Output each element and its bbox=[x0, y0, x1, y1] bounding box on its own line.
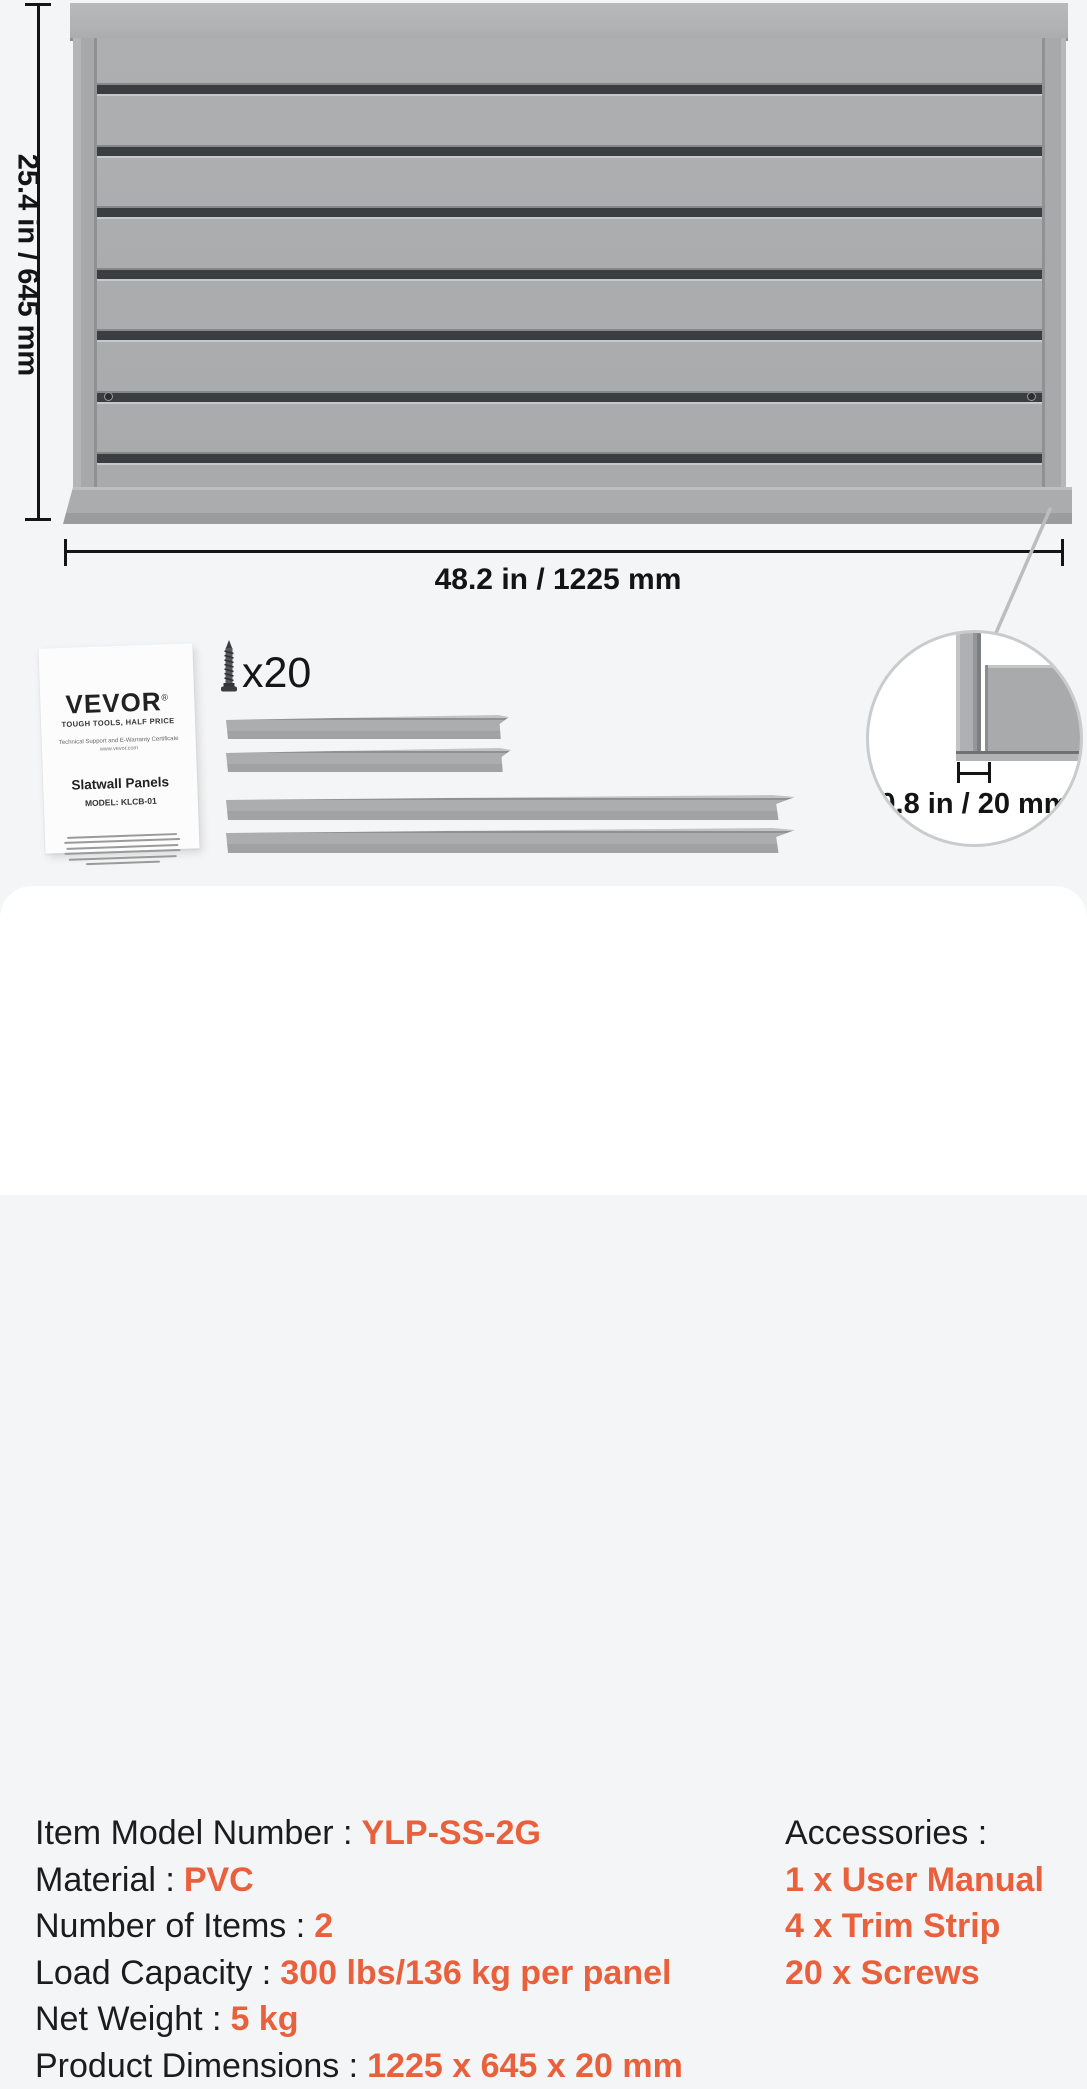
panel-left-frame bbox=[73, 38, 97, 487]
user-manual bbox=[38, 643, 199, 853]
panel-top-cap bbox=[70, 3, 1068, 41]
manual-tagline: TOUGH TOOLS, HALF PRICE bbox=[54, 715, 182, 728]
panel-width-label: 48.2 in / 1225 mm bbox=[435, 563, 682, 597]
panel-face bbox=[97, 38, 1042, 487]
spec-row-number-of-items: Number of Items : 2 bbox=[35, 1903, 683, 1950]
trim-strip bbox=[226, 828, 795, 853]
manual-title: Slatwall Panels bbox=[56, 773, 184, 792]
dimension-tick bbox=[988, 762, 991, 783]
dimension-tick bbox=[64, 539, 67, 566]
manual-support-line: Technical Support and E-Warranty Certificate bbox=[55, 735, 183, 745]
registered-mark: ® bbox=[161, 692, 169, 702]
panel-thickness-label: 0.8 in / 20 mm bbox=[869, 788, 1080, 821]
slat-groove bbox=[97, 268, 1042, 281]
spec-row-net-weight: Net Weight : 5 kg bbox=[35, 1996, 683, 2043]
spec-row-product-dimensions: Product Dimensions : 1225 x 645 x 20 mm bbox=[35, 2043, 683, 2089]
panel-bottom-cap bbox=[63, 487, 1072, 524]
thickness-detail-circle bbox=[866, 630, 1083, 847]
spec-row-model: Item Model Number : YLP-SS-2G bbox=[35, 1810, 683, 1857]
manual-fine-print bbox=[58, 832, 187, 866]
dimension-line bbox=[65, 550, 1064, 553]
trim-strip bbox=[226, 795, 795, 820]
dimension-tick bbox=[1061, 539, 1064, 566]
slatwall-panel bbox=[73, 38, 1066, 487]
slat-groove bbox=[97, 83, 1042, 96]
spec-row-load-capacity: Load Capacity : 300 lbs/136 kg per panel bbox=[35, 1950, 683, 1997]
specifications-card bbox=[0, 886, 1087, 1195]
dimension-tick bbox=[25, 518, 51, 521]
manual-model-line: MODEL: KLCB-01 bbox=[57, 794, 185, 808]
manual-brand-logo: VEVOR® bbox=[53, 684, 182, 718]
trim-strip bbox=[226, 715, 509, 739]
slat-groove bbox=[97, 391, 1042, 404]
trim-profile-lip bbox=[956, 751, 1083, 761]
trim-profile-wall bbox=[956, 630, 981, 756]
panel-screw-dot bbox=[105, 393, 112, 400]
accessory-item: 4 x Trim Strip bbox=[785, 1903, 1044, 1950]
panel-screw-dot bbox=[1028, 393, 1035, 400]
screw-icon bbox=[220, 640, 238, 694]
slat-groove bbox=[97, 329, 1042, 342]
manual-website-line: www.vevor.com bbox=[55, 743, 183, 753]
accessories-header: Accessories : bbox=[785, 1810, 1044, 1857]
dimension-line bbox=[958, 772, 990, 775]
slat-groove bbox=[97, 145, 1042, 158]
accessory-item: 1 x User Manual bbox=[785, 1857, 1044, 1904]
spec-row-material: Material : PVC bbox=[35, 1857, 683, 1904]
screw-count-label: x20 bbox=[242, 649, 311, 698]
panel-right-frame bbox=[1042, 38, 1066, 487]
slat-groove bbox=[97, 452, 1042, 465]
panel-cross-section bbox=[985, 665, 1083, 751]
panel-height-label: 25.4 in / 645 mm bbox=[11, 154, 44, 376]
accessory-item: 20 x Screws bbox=[785, 1950, 1044, 1997]
spec-list-left bbox=[35, 1810, 683, 2089]
spec-list-accessories bbox=[785, 1810, 1044, 1996]
slat-groove bbox=[97, 206, 1042, 219]
trim-strip bbox=[226, 748, 511, 772]
